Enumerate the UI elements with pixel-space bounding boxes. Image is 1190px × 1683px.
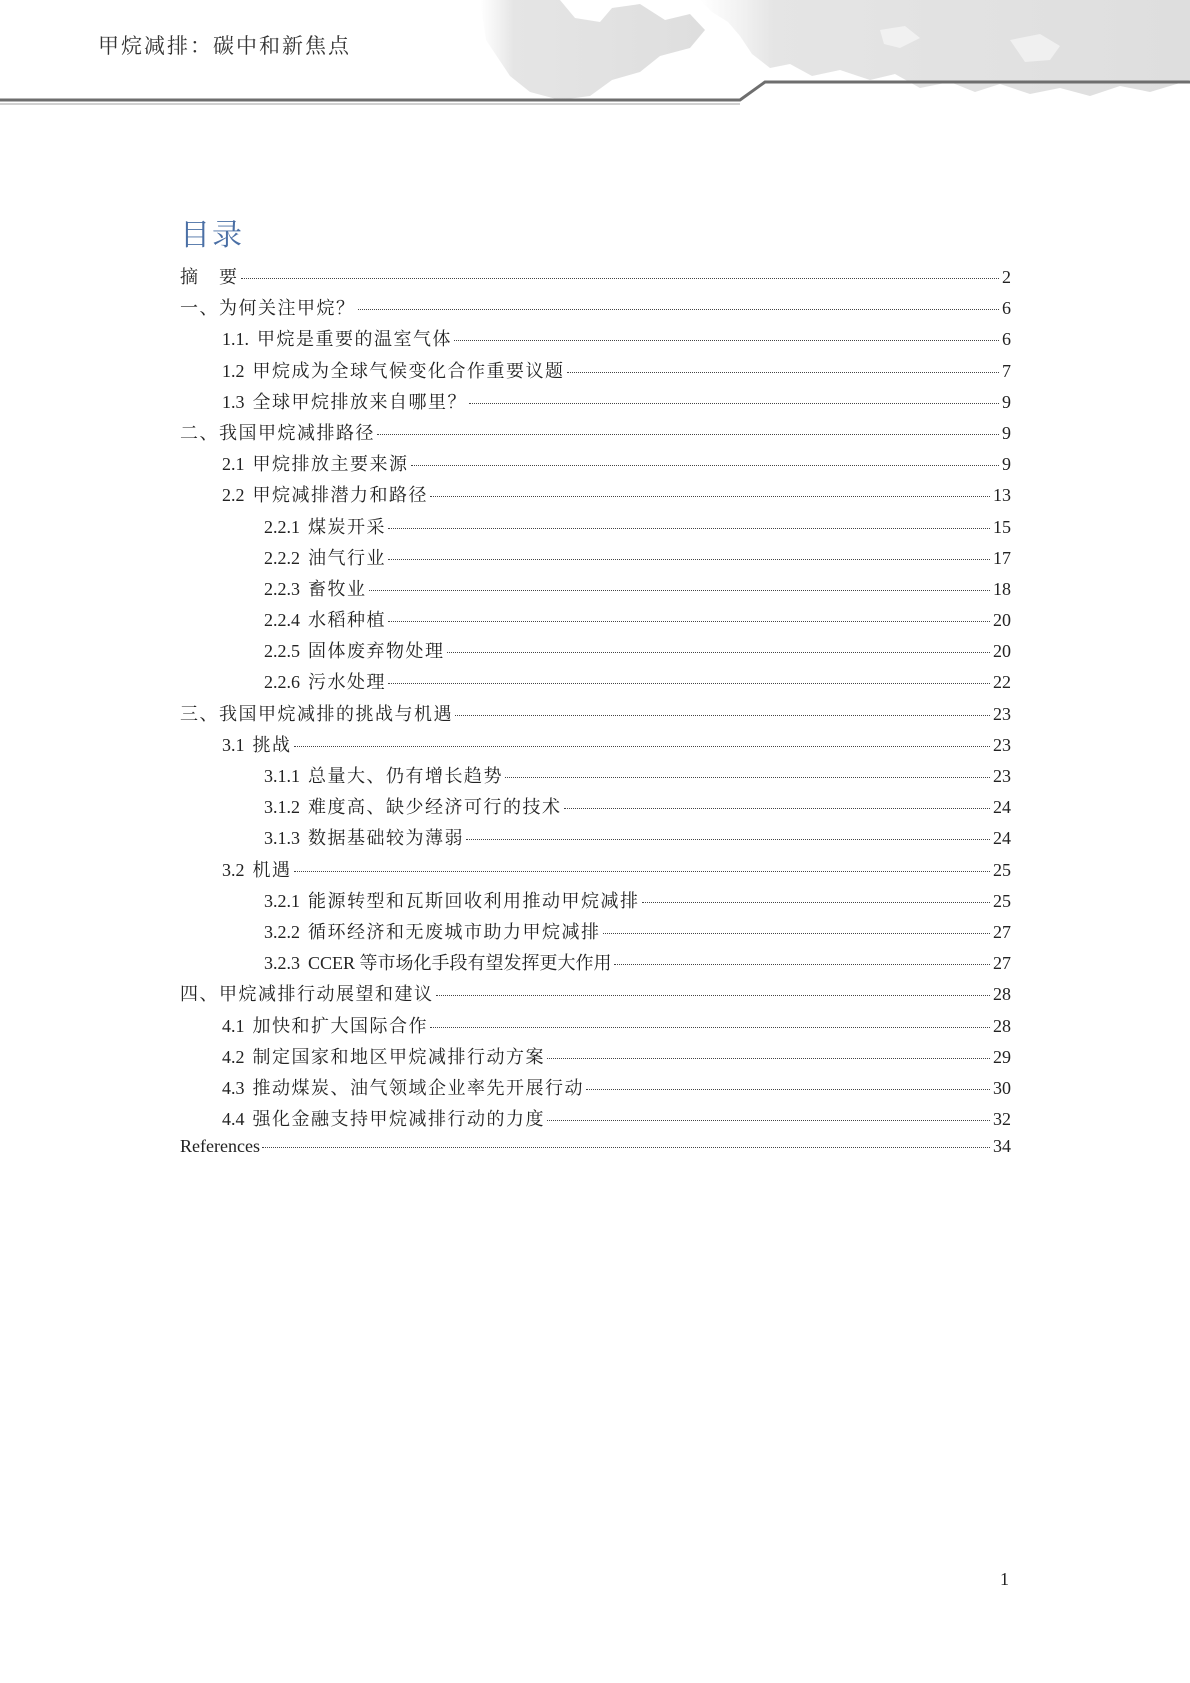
running-header-title: 甲烷减排：碳中和新焦点 [98, 34, 351, 58]
toc-entry[interactable] [180, 1043, 1011, 1074]
toc-entry-page: 18 [993, 578, 1011, 599]
toc-entry[interactable] [180, 824, 1011, 855]
toc-entry-label: 油气行业 [308, 547, 386, 569]
toc-dot-leader [586, 1088, 990, 1090]
toc-entry-label: 甲烷减排潜力和路径 [252, 485, 428, 507]
toc-entry-page: 34 [993, 1136, 1011, 1157]
toc-entry-page: 29 [993, 1046, 1011, 1067]
toc-dot-leader [430, 1026, 990, 1028]
toc-entry-label: 摘 要 [180, 267, 239, 288]
toc-entry-number: 4.1 [222, 1015, 245, 1036]
toc-dot-leader [241, 277, 1000, 279]
toc-entry-number: 2.2 [222, 485, 245, 506]
toc-entry-label: 甲烷是重要的温室气体 [257, 329, 452, 351]
toc-entry-number: 1.3 [222, 391, 245, 412]
toc-entry-label: 加快和扩大国际合作 [252, 1015, 428, 1037]
toc-dot-leader [388, 558, 990, 560]
toc-dot-leader [505, 776, 990, 778]
toc-entry[interactable] [180, 606, 1011, 637]
toc-entry-number: 3.1.3 [264, 828, 300, 849]
toc-entry-page: 20 [993, 641, 1011, 662]
toc-entry-page: 17 [993, 547, 1011, 568]
toc-entry-label: 全球甲烷排放来自哪里？ [252, 391, 467, 413]
toc-dot-leader [369, 589, 991, 591]
toc-entry[interactable] [180, 980, 1011, 1011]
toc-entry-label: 固体废弃物处理 [308, 641, 445, 663]
toc-entry-page: 24 [993, 797, 1011, 818]
toc-entry-label: 污水处理 [308, 672, 386, 694]
toc-entry-number: 2.2.1 [264, 516, 300, 537]
toc-entry-label: 甲烷成为全球气候变化合作重要议题 [252, 360, 565, 382]
page-number: 1 [1000, 1569, 1009, 1589]
page-header [0, 0, 1190, 110]
toc-entry-page: 13 [993, 485, 1011, 506]
toc-entry-label: 一、为何关注甲烷？ [180, 298, 356, 320]
toc-entry[interactable] [180, 918, 1011, 949]
toc-entry[interactable] [180, 1136, 1011, 1167]
toc-entry-number: 2.1 [222, 454, 245, 475]
toc-dot-leader [466, 838, 990, 840]
toc-entry-page: 23 [993, 703, 1011, 724]
toc-entry-page: 15 [993, 516, 1011, 537]
toc-heading: 目录 [180, 218, 244, 253]
toc-dot-leader [430, 495, 990, 497]
toc-entry[interactable] [180, 325, 1011, 356]
toc-entry-label: 四、甲烷减排行动展望和建议 [180, 984, 434, 1006]
toc-entry-label: 三、我国甲烷减排的挑战与机遇 [180, 703, 453, 725]
toc-entry-page: 27 [993, 953, 1011, 974]
toc-entry-number: 2.2.3 [264, 578, 300, 599]
toc-entry-page: 9 [1002, 422, 1011, 443]
toc-entry-page: 25 [993, 859, 1011, 880]
toc-dot-leader [436, 994, 991, 996]
toc-entry-number: 2.2.5 [264, 641, 300, 662]
toc-entry[interactable] [180, 856, 1011, 887]
toc-dot-leader [454, 339, 999, 341]
toc-entry[interactable] [180, 513, 1011, 544]
toc-entry-label: 水稻种植 [308, 610, 386, 632]
toc-entry-page: 28 [993, 1015, 1011, 1036]
toc-entry-page: 22 [993, 672, 1011, 693]
toc-entry-label: 制定国家和地区甲烷减排行动方案 [252, 1046, 545, 1068]
toc-dot-leader [567, 371, 1000, 373]
toc-entry[interactable] [180, 887, 1011, 918]
toc-entry-number: 4.3 [222, 1077, 245, 1098]
toc-entry-page: 27 [993, 921, 1011, 942]
toc-dot-leader [455, 714, 990, 716]
toc-entry-page: 9 [1002, 454, 1011, 475]
toc-entry[interactable] [180, 1012, 1011, 1043]
toc-dot-leader [614, 963, 990, 965]
toc-dot-leader [377, 433, 999, 435]
toc-entry[interactable] [180, 263, 1011, 294]
toc-dot-leader [294, 745, 991, 747]
toc-entry[interactable] [180, 544, 1011, 575]
toc-entry-page: 6 [1002, 329, 1011, 350]
toc-entry-label: 数据基础较为薄弱 [308, 828, 464, 850]
toc-entry-number: 1.1. [222, 329, 249, 350]
toc-entry-page: 23 [993, 766, 1011, 786]
toc-entry-label: 畜牧业 [308, 578, 367, 600]
toc-entry-number: 3.2 [222, 859, 245, 880]
toc-entry-label: CCER 等市场化手段有望发挥更大作用 [308, 953, 612, 974]
toc-entry[interactable] [180, 388, 1011, 419]
toc-entry-label: 二、我国甲烷减排路径 [180, 422, 375, 444]
toc-entry[interactable] [180, 1105, 1011, 1136]
toc-dot-leader [547, 1057, 990, 1059]
toc-entry-number: 2.2.6 [264, 672, 300, 693]
toc-entry-label: 总量大、仍有增长趋势 [308, 766, 503, 787]
toc-entry[interactable] [180, 949, 1011, 980]
toc-entry-number: 3.1.2 [264, 797, 300, 818]
toc-dot-leader [388, 682, 990, 684]
toc-dot-leader [388, 527, 990, 529]
toc-entry-page: 30 [993, 1077, 1011, 1098]
toc-entry[interactable] [180, 357, 1011, 388]
toc-entry[interactable] [180, 668, 1011, 699]
toc-entry-page: 28 [993, 984, 1011, 1005]
toc-entry[interactable] [180, 419, 1011, 450]
toc-entry[interactable] [180, 700, 1011, 731]
toc-entry-page: 25 [993, 890, 1011, 911]
toc-entry-number: 3.2.2 [264, 921, 300, 942]
toc-entry-label: 循环经济和无废城市助力甲烷减排 [308, 921, 601, 943]
toc-entry[interactable] [180, 481, 1011, 512]
toc-entry-page: 6 [1002, 298, 1011, 319]
toc-entry[interactable] [180, 1074, 1011, 1105]
toc-entry[interactable] [180, 793, 1011, 824]
toc-entry-page: 23 [993, 734, 1011, 755]
toc-entry-label: 机遇 [252, 859, 292, 881]
toc-entry-number: 3.2.3 [264, 953, 300, 974]
toc-entry-label: 甲烷排放主要来源 [252, 454, 409, 476]
toc-entry-page: 32 [993, 1109, 1011, 1130]
toc-dot-leader [388, 620, 990, 622]
toc-dot-leader [294, 870, 991, 872]
toc-entry[interactable] [180, 294, 1011, 325]
toc-dot-leader [262, 1146, 990, 1148]
toc-entry-number: 3.2.1 [264, 890, 300, 911]
toc-dot-leader [411, 464, 1000, 466]
toc-entry-label: 强化金融支持甲烷减排行动的力度 [252, 1109, 545, 1131]
toc-entry-label: 推动煤炭、油气领域企业率先开展行动 [252, 1077, 584, 1099]
toc-entry-number: 2.2.4 [264, 610, 300, 631]
toc-dot-leader [447, 651, 991, 653]
toc-entry-number: 1.2 [222, 360, 245, 381]
toc-dot-leader [603, 932, 991, 934]
toc-entry-number: 3.1 [222, 734, 245, 755]
toc-entry-page: 9 [1002, 391, 1011, 412]
toc-entry-number: 4.4 [222, 1109, 245, 1130]
toc-entry-number: 3.1.1 [264, 766, 300, 786]
world-map-silhouette [480, 0, 1190, 100]
toc-entry-number: 2.2.2 [264, 547, 300, 568]
toc-entry-page: 20 [993, 610, 1011, 631]
toc-entry[interactable] [180, 637, 1011, 668]
toc-entry-label: References [180, 1136, 260, 1157]
table-of-contents [180, 263, 1011, 1167]
toc-entry-label: 挑战 [252, 734, 292, 756]
toc-dot-leader [564, 807, 991, 809]
toc-entry-label: 能源转型和瓦斯回收利用推动甲烷减排 [308, 890, 640, 912]
toc-entry[interactable] [180, 450, 1011, 481]
toc-entry[interactable] [180, 575, 1011, 606]
toc-entry[interactable] [180, 762, 1011, 793]
toc-entry[interactable] [180, 731, 1011, 762]
toc-entry-number: 4.2 [222, 1046, 245, 1067]
toc-dot-leader [547, 1119, 990, 1121]
toc-dot-leader [469, 402, 999, 404]
toc-entry-page: 2 [1002, 267, 1011, 287]
toc-entry-page: 24 [993, 828, 1011, 849]
toc-dot-leader [642, 901, 991, 903]
toc-entry-page: 7 [1002, 360, 1011, 381]
toc-entry-label: 难度高、缺少经济可行的技术 [308, 797, 562, 819]
toc-dot-leader [358, 308, 1000, 310]
toc-entry-label: 煤炭开采 [308, 516, 386, 538]
